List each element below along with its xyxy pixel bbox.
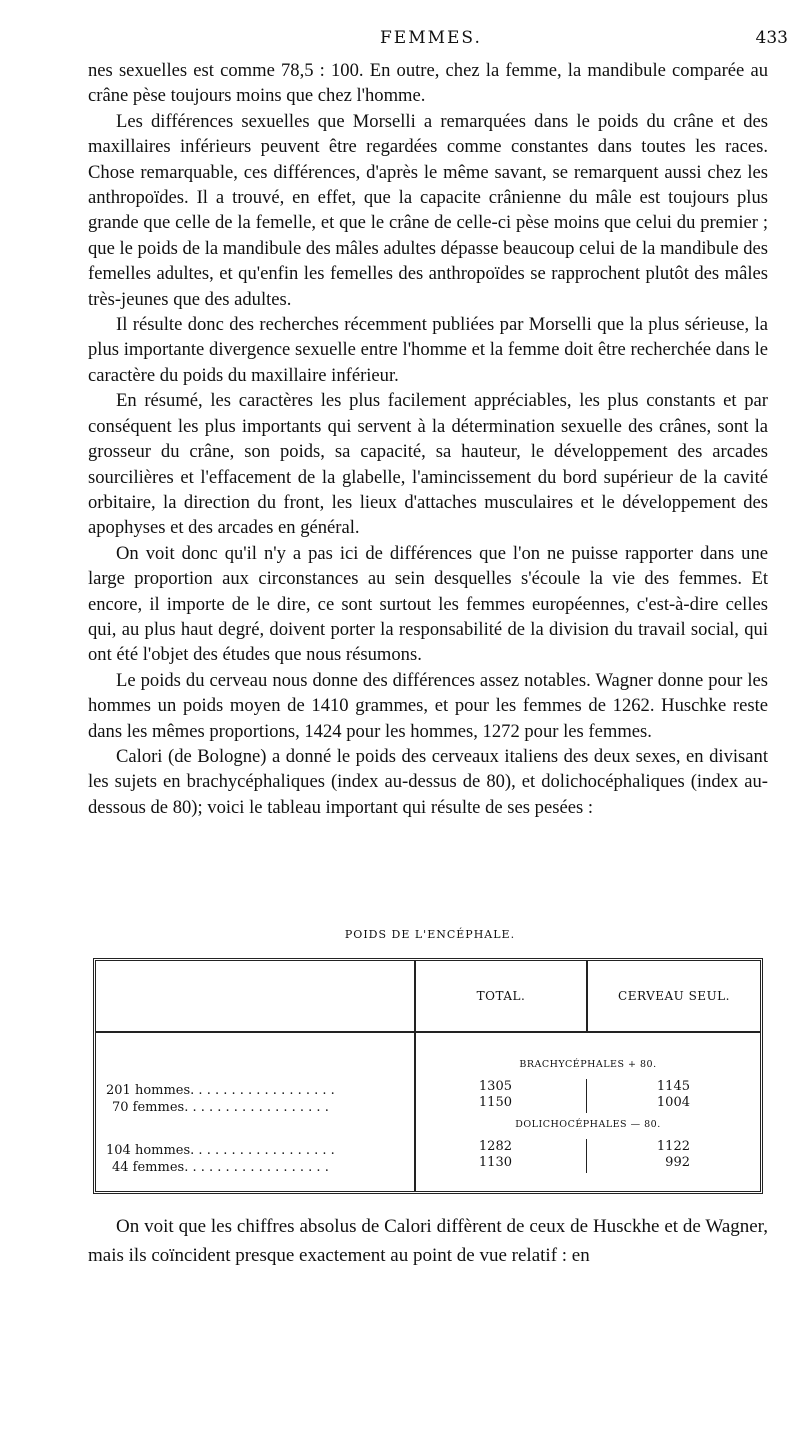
cell-cerveau: 1004 bbox=[656, 1095, 690, 1110]
paragraph: Calori (de Bologne) a donné le poids des cerveaux italiens des deux sexes, en divisant les sujets en brachycéphaliques (index au-dessus de 80), et dolichocéphaliques (index au-dessous de 80); voici le tableau important qui résulte de ses pesées : bbox=[88, 745, 768, 818]
row-label: 104 hommes. . . . . . . . . . . . . . . . . . bbox=[106, 1143, 335, 1158]
cell-divider bbox=[586, 1079, 587, 1113]
group-label-dolichocephales: DOLICHOCÉPHALES — 80. bbox=[515, 1119, 661, 1130]
page-number: 433 bbox=[755, 28, 788, 48]
paragraph: Il résulte donc des recherches récemment publiées par Morselli que la plus sérieuse, la plus importante divergence sexuelle entre l'homme et la femme doit être recherchée dans le caractère du poids du maxillaire inférieur. bbox=[88, 314, 768, 386]
table-title: POIDS DE L'ENCÉPHALE. bbox=[344, 928, 516, 941]
paragraph: On voit donc qu'il n'y a pas ici de différences que l'on ne puisse rapporter dans une large proportion aux circonstances au sein desquelles s'écoule la vie des femmes. Et encore, il importe de le dire, ce sont surtout les femmes européennes, c'est-à-dire celles qui, au plus haut degré, doivent porter la responsabilité de la division du travail social, qui ont été l'objet des études que nous résumons. bbox=[88, 542, 768, 666]
cell-divider bbox=[586, 1139, 587, 1173]
paragraph: Les différences sexuelles que Morselli a remarquées dans le poids du crâne et des maxillaires inférieurs peuvent être regardées comme constantes dans toutes les races. Chose remarquable, ces différences, d'après le même savant, se remarquent aussi chez les anthropoïdes. Il a trouvé, en effet, que la capacite crânienne du mâle est toujours plus grande que celle de la femelle, et que le crâne de celle-ci pèse moins que celui du premier ; que le poids de la mandibule des mâles adultes dépasse beaucoup celui de la mandibule des femelles adultes, et qu'enfin les femelles des anthropoïdes se rapprochent plutôt des mâles très-jeunes que des adultes. bbox=[88, 110, 769, 310]
paragraph: En résumé, les caractères les plus facilement appréciables, les plus constants et par conséquent les plus importants qui servent à la détermination sexuelle des crânes, sont la grosseur du crâne, son poids, sa capacité, sa hauteur, le développement des arcades sourcilières et l'effacement de la glabelle, l'amincissement du bord supérieur de la cavité orbitaire, la direction du front, les lieux d'attaches musculaires et le développement des apophyses et des arcades en général. bbox=[88, 390, 768, 539]
cell-cerveau: 1145 bbox=[656, 1079, 690, 1094]
cell-total: 1130 bbox=[478, 1155, 512, 1170]
row-label: 70 femmes. . . . . . . . . . . . . . . . . . bbox=[112, 1100, 329, 1115]
row-label: 201 hommes. . . . . . . . . . . . . . . . . . bbox=[106, 1083, 335, 1098]
cell-total: 1282 bbox=[478, 1139, 512, 1154]
paragraph: Le poids du cerveau nous donne des différences assez notables. Wagner donne pour les hommes un poids moyen de 1410 grammes, et pour les femmes de 1262. Huschke reste dans les mêmes proportions, 1424 pour les hommes, 1272 pour les femmes. bbox=[88, 669, 768, 742]
paragraph: nes sexuelles est comme 78,5 : 100. En outre, chez la femme, la mandibule comparée au crâne pèse toujours moins que chez l'homme. bbox=[88, 60, 768, 107]
page-header bbox=[0, 28, 800, 52]
closing-paragraph: On voit que les chiffres absolus de Calori diffèrent de ceux de Husckhe et de Wagner, mais ils coïncident presque exactement au point de vue relatif : en bbox=[88, 1216, 768, 1266]
column-header-total: TOTAL. bbox=[476, 989, 526, 1003]
header-rule bbox=[96, 1031, 760, 1033]
cell-total: 1305 bbox=[478, 1079, 512, 1094]
row-label: 44 femmes. . . . . . . . . . . . . . . . . . bbox=[112, 1160, 329, 1175]
cell-total: 1150 bbox=[478, 1095, 512, 1110]
brain-weight-table bbox=[93, 958, 763, 1194]
cell-cerveau: 992 bbox=[665, 1155, 690, 1170]
group-label-brachycephales: BRACHYCÉPHALES + 80. bbox=[519, 1059, 657, 1070]
column-header-cerveau: CERVEAU SEUL. bbox=[618, 989, 730, 1003]
cell-cerveau: 1122 bbox=[656, 1139, 690, 1154]
body-text bbox=[88, 58, 768, 820]
running-head: FEMMES. bbox=[380, 28, 482, 48]
